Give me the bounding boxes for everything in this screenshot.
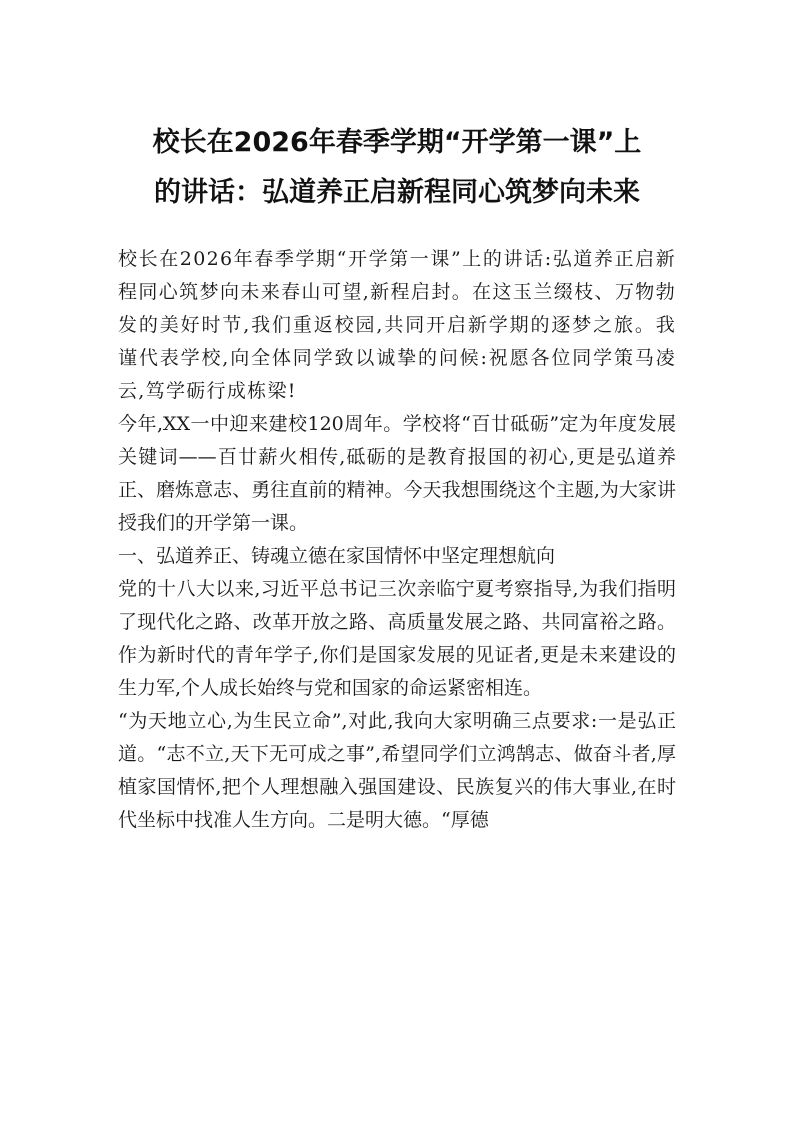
paragraph-party: 党的十八大以来,习近平总书记三次亲临宁夏考察指导,为我们指明了现代化之路、改革开放之路、高质量发展之路、共同富裕之路。作为新时代的青年学子,你们是国家发展的见证者,更是未来建设的生力军,个人成长始终与党和国家的命运紧密相连。	[118, 578, 676, 699]
title-line-1: 校长在2026年春季学期“开学第一课”上	[152, 127, 642, 158]
paragraph-requirements: “为天地立心,为生民立命”,对此,我向大家明确三点要求:一是弘正道。“志不立,天下无可成之事”,希望同学们立鸿鹄志、做奋斗者,厚植家国情怀,把个人理想融入强国建设、民族复兴的伟大事业,在时代坐标中找准人生方向。二是明大德。“厚德	[118, 710, 676, 831]
section-heading-1: 一、弘道养正、铸魂立德在家国情怀中坚定理想航向	[118, 545, 556, 567]
title-line-2: 的讲话：弘道养正启新程同心筑梦向未来	[154, 177, 640, 208]
document-title	[118, 118, 676, 218]
paragraph-intro: 校长在2026年春季学期“开学第一课”上的讲话:弘道养正启新程同心筑梦向未来春山可望,新程启封。在这玉兰缀枝、万物勃发的美好时节,我们重返校园,共同开启新学期的逐梦之旅。我谨代表学校,向全体同学致以诚挚的问候:祝愿各位同学策马凌云,笃学砺行成栋梁!	[118, 248, 676, 402]
paragraph-anniversary: 今年,XX一中迎来建校120周年。学校将“百廿砥砺”定为年度发展关键词——百廿薪火相传,砥砺的是教育报国的初心,更是弘道养正、磨炼意志、勇往直前的精神。今天我想围绕这个主题,为大家讲授我们的开学第一课。	[118, 413, 676, 534]
document-body	[118, 243, 676, 837]
